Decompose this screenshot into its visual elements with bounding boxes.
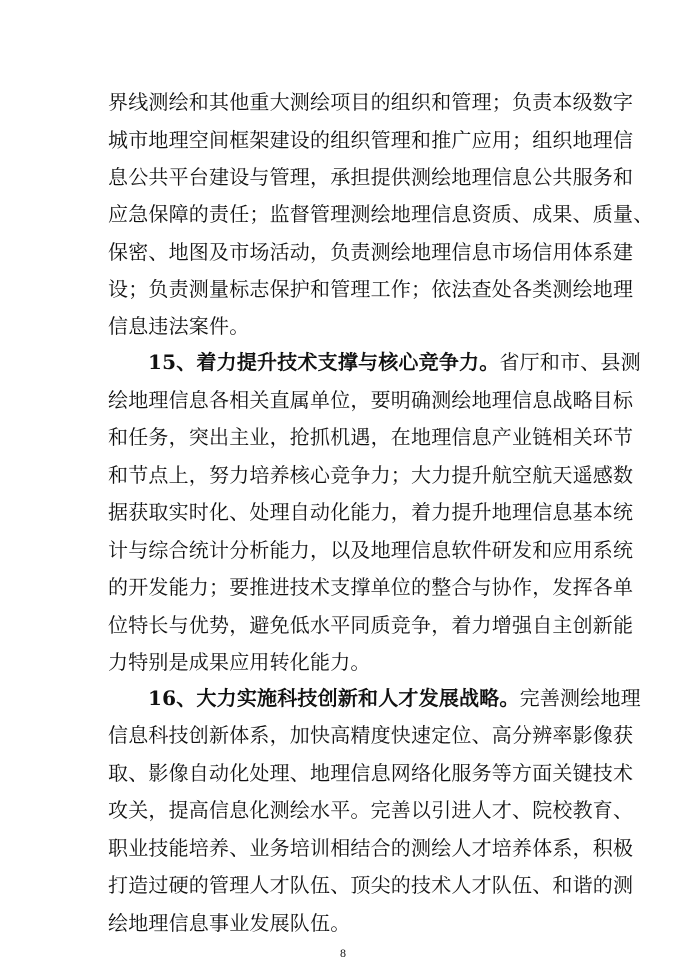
paragraph-1-line: 界线测绘和其他重大测绘项目的组织和管理；负责本级数字: [108, 90, 634, 114]
paragraph-1-line: 信息违法案件。: [108, 314, 250, 338]
paragraph-2-line: 位特长与优势，避免低水平同质竞争，着力增强自主创新能: [108, 613, 634, 637]
paragraph-1-line: 保密、地图及市场活动，负责测绘地理信息市场信用体系建: [108, 240, 634, 264]
paragraph-2-line: 力特别是成果应用转化能力。: [108, 650, 371, 674]
paragraph-3-line: 取、影像自动化处理、地理信息网络化服务等方面关键技术: [108, 761, 634, 785]
section-16-heading: 16、大力实施科技创新和人才发展战略。: [148, 686, 520, 710]
paragraph-1-line: 设；负责测量标志保护和管理工作；依法查处各类测绘地理: [108, 277, 634, 301]
paragraph-2-line: 的开发能力；要推进技术支撑单位的整合与协作，发挥各单: [108, 575, 634, 599]
paragraph-3-line: 绘地理信息事业发展队伍。: [108, 911, 351, 935]
paragraph-2-line: 和任务，突出主业，抢抓机遇，在地理信息产业链相关环节: [108, 425, 634, 449]
paragraph-2-line: 计与综合统计分析能力，以及地理信息软件研发和应用系统: [108, 538, 634, 562]
paragraph-3-line: 职业技能培养、业务培训相结合的测绘人才培养体系，积极: [108, 836, 634, 860]
paragraph-2-line: 绘地理信息各相关直属单位，要明确测绘地理信息战略目标: [108, 388, 634, 412]
paragraph-2-first-line: [148, 349, 641, 375]
paragraph-3-line: 攻关，提高信息化测绘水平。完善以引进人才、院校教育、: [108, 798, 634, 822]
section-15-heading: 15、着力提升技术支撑与核心竞争力。: [148, 350, 500, 374]
paragraph-2-line: 和节点上，努力培养核心竞争力；大力提升航空航天遥感数: [108, 463, 634, 487]
paragraph-2-line: 据获取实时化、处理自动化能力，着力提升地理信息基本统: [108, 500, 634, 524]
page-number: 8: [340, 946, 346, 960]
paragraph-1-line: 城市地理空间框架建设的组织管理和推广应用；组织地理信: [108, 128, 634, 152]
paragraph-3-first-line: [148, 685, 641, 711]
paragraph-1-line: 应急保障的责任；监督管理测绘地理信息资质、成果、质量、: [108, 202, 654, 226]
paragraph-1-line: 息公共平台建设与管理，承担提供测绘地理信息公共服务和: [108, 165, 634, 189]
paragraph-3-first-line-text: 完善测绘地理: [519, 686, 641, 710]
paragraph-2-first-line-text: 省厅和市、县测: [499, 350, 641, 374]
paragraph-3-line: 信息科技创新体系，加快高精度快速定位、高分辨率影像获: [108, 723, 634, 747]
paragraph-3-line: 打造过硬的管理人才队伍、顶尖的技术人才队伍、和谐的测: [108, 873, 634, 897]
